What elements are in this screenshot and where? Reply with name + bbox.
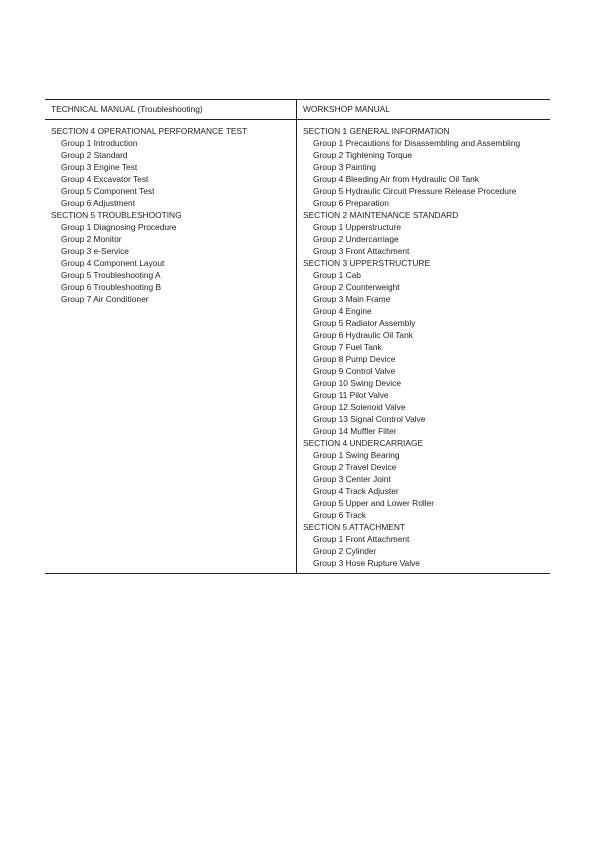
group-item: Group 12 Solenoid Valve bbox=[313, 402, 406, 412]
group-item: Group 14 Muffler Filter bbox=[313, 426, 397, 436]
group-item: Group 7 Fuel Tank bbox=[313, 342, 382, 352]
workshop-manual-contents bbox=[297, 120, 550, 573]
group-item: Group 2 Travel Device bbox=[313, 462, 397, 472]
group-item: Group 3 Center Joint bbox=[313, 474, 391, 484]
group-item: Group 13 Signal Control Valve bbox=[313, 414, 426, 424]
group-item: Group 1 Introduction bbox=[61, 138, 138, 148]
group-item: Group 3 Hose Rupture Valve bbox=[313, 558, 420, 568]
section-title: SECTION 1 GENERAL INFORMATION bbox=[303, 126, 450, 136]
group-item: Group 2 Monitor bbox=[61, 234, 122, 244]
header-workshop-manual: WORKSHOP MANUAL bbox=[303, 104, 390, 114]
group-item: Group 9 Control Valve bbox=[313, 366, 396, 376]
group-item: Group 4 Bleeding Air from Hydraulic Oil Tank bbox=[313, 174, 480, 184]
group-item: Group 4 Component Layout bbox=[61, 258, 165, 268]
group-item: Group 1 Swing Bearing bbox=[313, 450, 400, 460]
group-item: Group 6 Adjustment bbox=[61, 198, 136, 208]
section-title: SECTION 4 UNDERCARRIAGE bbox=[303, 438, 424, 448]
group-item: Group 6 Troubleshooting B bbox=[61, 282, 162, 292]
group-item: Group 1 Cab bbox=[313, 270, 361, 280]
group-item: Group 2 Standard bbox=[61, 150, 128, 160]
group-item: Group 1 Diagnosing Procedure bbox=[61, 222, 177, 232]
group-item: Group 5 Troubleshooting A bbox=[61, 270, 161, 280]
group-item: Group 2 Counterweight bbox=[313, 282, 400, 292]
group-item: Group 11 Pilot Valve bbox=[313, 390, 389, 400]
technical-manual-contents bbox=[45, 120, 297, 573]
group-item: Group 4 Excavator Test bbox=[61, 174, 149, 184]
section-title: SECTION 3 UPPERSTRUCTURE bbox=[303, 258, 431, 268]
section-title: SECTION 5 ATTACHMENT bbox=[303, 522, 406, 532]
group-item: Group 6 Preparation bbox=[313, 198, 389, 208]
table-header-row bbox=[45, 100, 550, 120]
group-item: Group 5 Upper and Lower Roller bbox=[313, 498, 435, 508]
table-body-row bbox=[45, 120, 550, 573]
group-item: Group 5 Component Test bbox=[61, 186, 155, 196]
group-item: Group 3 e-Service bbox=[61, 246, 129, 256]
group-item: Group 4 Engine bbox=[313, 306, 372, 316]
group-item: Group 1 Upperstructure bbox=[313, 222, 401, 232]
manual-contents-table bbox=[45, 99, 550, 574]
header-technical-manual: TECHNICAL MANUAL (Troubleshooting) bbox=[45, 100, 297, 119]
group-item: Group 8 Pump Device bbox=[313, 354, 396, 364]
group-item: Group 3 Engine Test bbox=[61, 162, 138, 172]
group-item: Group 5 Hydraulic Circuit Pressure Release Procedure bbox=[313, 186, 517, 196]
group-item: Group 5 Radiator Assembly bbox=[313, 318, 416, 328]
group-item: Group 7 Air Conditioner bbox=[61, 294, 149, 304]
group-item: Group 2 Undercarriage bbox=[313, 234, 399, 244]
section-title: SECTION 4 OPERATIONAL PERFORMANCE TEST bbox=[51, 126, 248, 136]
group-item: Group 3 Main Frame bbox=[313, 294, 391, 304]
group-item: Group 4 Track Adjuster bbox=[313, 486, 399, 496]
section-title: SECTION 5 TROUBLESHOOTING bbox=[51, 210, 182, 220]
group-item: Group 6 Hydraulic Oil Tank bbox=[313, 330, 413, 340]
group-item: Group 2 Tightening Torque bbox=[313, 150, 413, 160]
group-item: Group 3 Front Attachment bbox=[313, 246, 410, 256]
group-item: Group 1 Precautions for Disassembling and Assembling bbox=[313, 138, 521, 148]
group-item: Group 1 Front Attachment bbox=[313, 534, 410, 544]
section-title: SECTION 2 MAINTENANCE STANDARD bbox=[303, 210, 459, 220]
group-item: Group 3 Painting bbox=[313, 162, 376, 172]
group-item: Group 2 Cylinder bbox=[313, 546, 377, 556]
group-item: Group 6 Track bbox=[313, 510, 367, 520]
group-item: Group 10 Swing Device bbox=[313, 378, 401, 388]
